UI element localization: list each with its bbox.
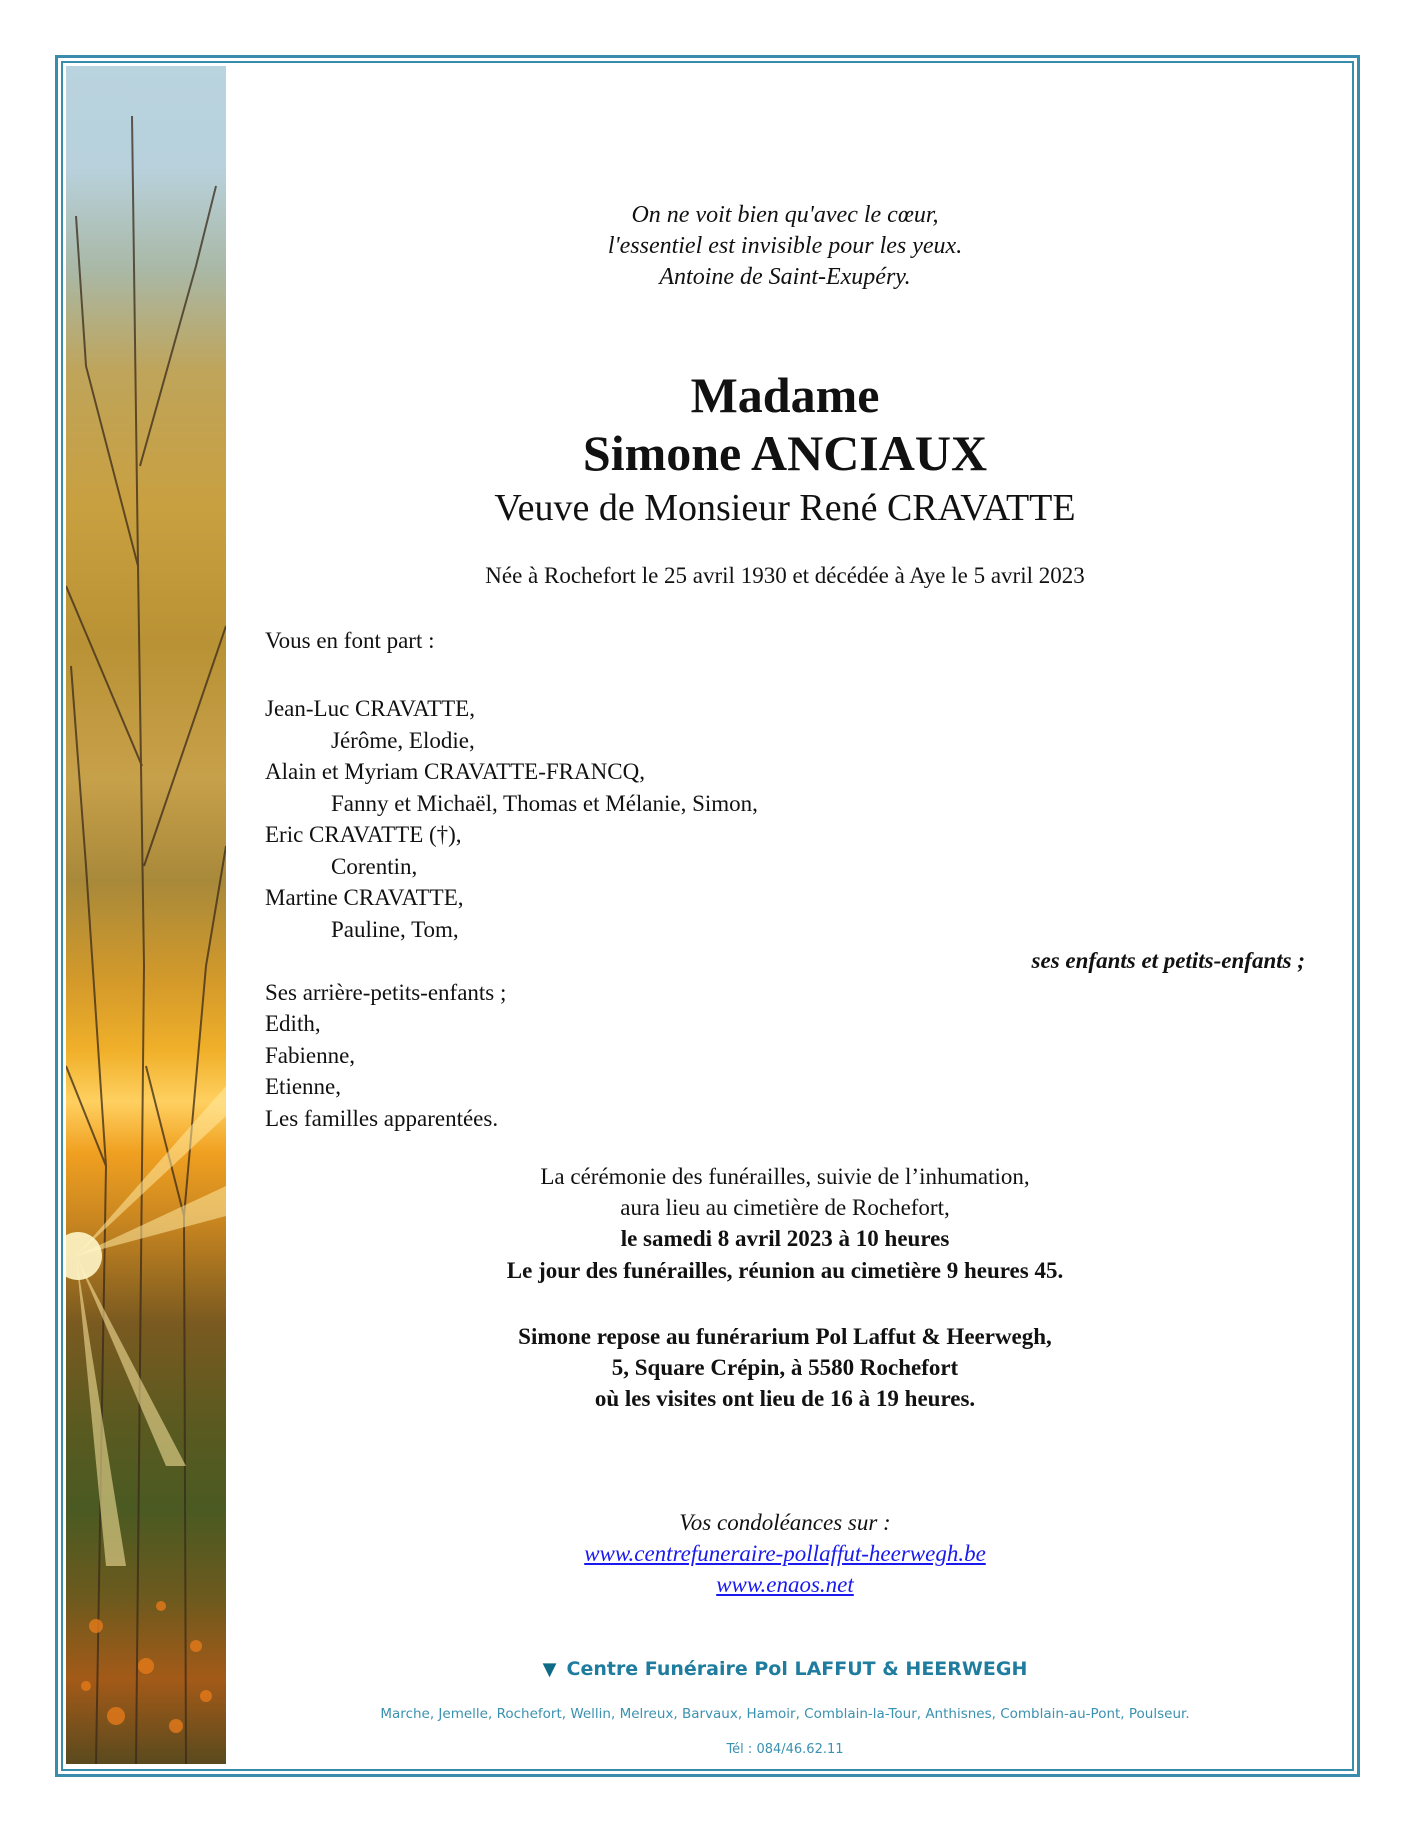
family-line: Edith,	[265, 1011, 321, 1036]
condolences-link-enaos[interactable]: www.enaos.net	[716, 1572, 854, 1597]
ceremony-date-time: le samedi 8 avril 2023 à 10 heures	[620, 1226, 950, 1251]
widow-of: Veuve de Monsieur René CRAVATTE	[494, 487, 1076, 529]
autumn-trees-illustration	[66, 66, 226, 1764]
family-line: Alain et Myriam CRAVATTE-FRANCQ,	[265, 759, 645, 784]
family-line: Martine CRAVATTE,	[265, 885, 464, 910]
ceremony-info	[265, 1161, 1305, 1254]
visiting-hours: où les visites ont lieu de 16 à 19 heures.	[594, 1386, 976, 1411]
family-line: Fabienne,	[265, 1042, 356, 1068]
quote-author: Antoine de Saint-Exupéry.	[659, 264, 911, 290]
phone-number: Tél : 084/46.62.11	[726, 1742, 844, 1757]
funeral-home-name	[265, 1658, 1305, 1680]
service-towns: Marche, Jemelle, Rochefort, Wellin, Melreux, Barvaux, Hamoir, Comblain-la-Tour, Anthisnes, Comblain-au-Pont, Poulseur.	[380, 1706, 1190, 1722]
epigraph-quote	[265, 200, 1305, 293]
condolences-label: Vos condoléances sur :	[679, 1510, 891, 1535]
honorific: Madame	[690, 367, 880, 423]
company-name: Centre Funéraire Pol LAFFUT & HEERWEGH	[566, 1658, 1028, 1680]
announcement-intro: Vous en font part :	[265, 628, 435, 653]
family-list	[265, 693, 1305, 1134]
quote-line: l'essentiel est invisible pour les yeux.	[607, 233, 963, 259]
condolences-link-funeral-center[interactable]: www.centrefuneraire-pollaffut-heerwegh.be	[584, 1541, 986, 1566]
resting-line: Simone repose au funérarium Pol Laffut & Heerwegh,	[518, 1324, 1052, 1349]
family-line: Les familles apparentées.	[265, 1105, 499, 1131]
family-line: Jean-Luc CRAVATTE,	[265, 696, 475, 721]
ceremony-line: aura lieu au cimetière de Rochefort,	[620, 1195, 950, 1220]
gathering-info: Le jour des funérailles, réunion au cimetière 9 heures 45.	[506, 1258, 1064, 1283]
resting-address: 5, Square Crépin, à 5580 Rochefort	[611, 1355, 959, 1380]
autumn-forest-photo	[66, 66, 226, 1764]
family-line: Fanny et Michaël, Thomas et Mélanie, Simon,	[331, 790, 758, 816]
condolences-section	[265, 1507, 1305, 1600]
family-line: Pauline, Tom,	[331, 916, 459, 942]
family-line: Corentin,	[331, 853, 418, 879]
quote-line: On ne voit bien qu'avec le cœur,	[631, 202, 939, 228]
deceased-title	[265, 366, 1305, 482]
family-line: Jérôme, Elodie,	[331, 727, 475, 753]
family-line: Eric CRAVATTE (†),	[265, 822, 462, 847]
triangle-down-icon: ▼	[542, 1659, 557, 1680]
family-line: Ses arrière-petits-enfants ;	[265, 979, 507, 1005]
resting-place-info	[265, 1321, 1305, 1414]
ceremony-line: La cérémonie des funérailles, suivie de l’inhumation,	[540, 1164, 1030, 1189]
deceased-name: Simone ANCIAUX	[582, 425, 988, 481]
family-line: Etienne,	[265, 1074, 341, 1099]
birth-death-dates: Née à Rochefort le 25 avril 1930 et décédée à Aye le 5 avril 2023	[485, 563, 1085, 588]
children-label: ses enfants et petits-enfants ;	[1031, 948, 1305, 973]
